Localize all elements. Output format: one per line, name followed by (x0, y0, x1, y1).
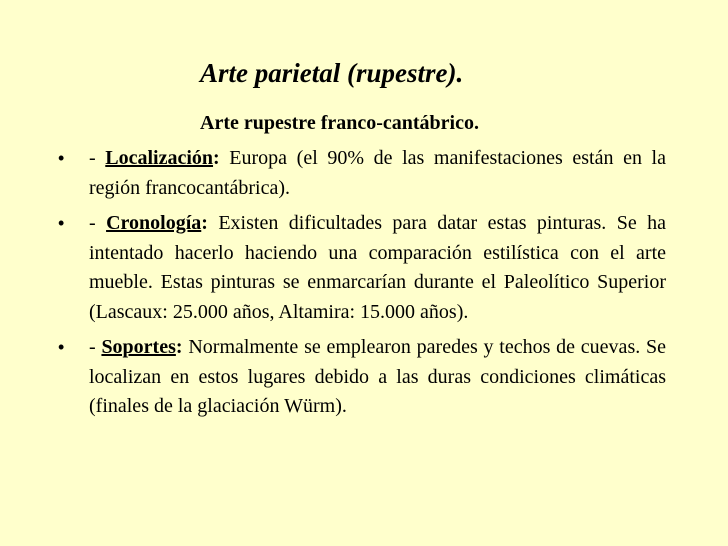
bullet-icon: • (58, 337, 65, 357)
slide-title-suffix: . (456, 58, 464, 88)
bullet-item-soportes (58, 333, 666, 422)
bullet-label: Soportes (101, 336, 176, 358)
bullet-prefix: - (89, 336, 102, 358)
slide-subtitle: Arte rupestre franco-cantábrico. (200, 112, 479, 134)
bullet-icon: • (58, 213, 65, 233)
bullet-icon: • (58, 148, 65, 168)
bullet-prefix: - (89, 147, 106, 169)
slide-title (200, 58, 463, 89)
bullet-label: Localización (105, 147, 214, 169)
bullet-colon: : (201, 212, 208, 234)
bullet-colon: : (175, 336, 183, 358)
bullet-text: Europa (el 90% de las manifestaciones están en la región francocantábrica). (89, 147, 666, 199)
bullet-list (58, 144, 666, 428)
bullet-colon: : (213, 147, 220, 169)
bullet-prefix: - (89, 212, 107, 234)
bullet-text: Normalmente se emplearon paredes y techos de cuevas. Se localizan en estos lugares debido a las duras condiciones climáticas (finales de la glaciación Würm). (89, 336, 666, 417)
bullet-item-localizacion (58, 144, 666, 203)
bullet-item-cronologia (58, 209, 666, 327)
slide-title-text: Arte parietal (rupestre) (200, 58, 457, 88)
bullet-text: Existen dificultades para datar estas pinturas. Se ha intentado hacerlo haciendo una comparación estilística con el arte mueble. Estas pinturas se enmarcarían durante el Paleolítico Superior (Lascaux: 25.000 años, Altamira: 15.000 años). (89, 212, 666, 323)
bullet-label: Cronología (106, 212, 202, 234)
